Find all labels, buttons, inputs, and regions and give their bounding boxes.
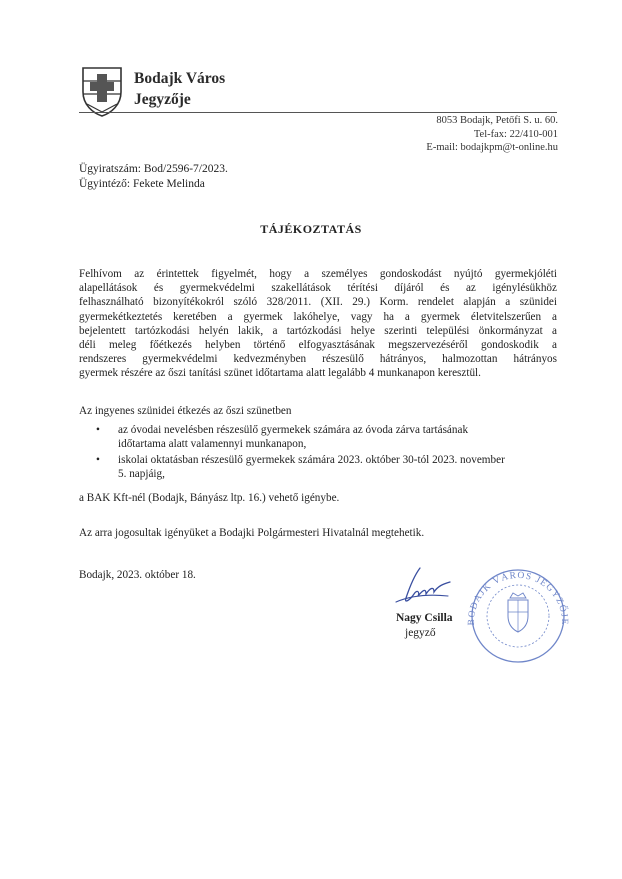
document-title: TÁJÉKOZTATÁS — [260, 222, 362, 236]
signature-icon — [390, 566, 460, 611]
case-handler: Ügyintéző: Fekete Melinda — [79, 178, 205, 190]
stamp-text: BODAJK VÁROS JEGYZŐJE — [466, 570, 570, 626]
paragraph-line: gyermek részére az őszi tanítási szünet időtartama alatt legalább 4 munkanapon keresztül. — [79, 367, 481, 380]
document-date: Bodajk, 2023. október 18. — [79, 569, 196, 581]
location-text: a BAK Kft-nél (Bodajk, Bányász ltp. 16.) vehető igénybe. — [79, 492, 340, 504]
paragraph-line: rendszeres gyermekvédelmi kedvezményben részesülő hátrányos, halmozottan hátrányos — [79, 353, 557, 366]
list-item-line: az óvodai nevelésben részesülő gyermekek számára az óvoda zárva tartásának — [118, 424, 469, 436]
list-item-line: iskolai oktatásban részesülő gyermekek számára 2023. október 30-tól 2023. november — [118, 454, 505, 466]
list-item-line: időtartama alatt valamennyi munkanapon, — [118, 438, 307, 450]
signer-name: Nagy Csilla — [396, 612, 453, 624]
email-text: E-mail: bodajkpm@t-online.hu — [426, 142, 558, 153]
main-paragraph — [79, 267, 557, 381]
signer-role: jegyző — [405, 627, 436, 639]
apply-text: Az arra jogosultak igényüket a Bodajki Polgármesteri Hivatalnál megtehetik. — [79, 527, 425, 539]
official-stamp-icon — [460, 564, 576, 664]
case-number: Ügyiratszám: Bod/2596-7/2023. — [79, 163, 228, 175]
address-text: 8053 Bodajk, Petőfi S. u. 60. — [436, 115, 558, 126]
paragraph-line: alapellátások és gyermekvédelmi szakellátások térítési díjáról és az igénylésükhöz — [79, 282, 557, 295]
list-item-line: 5. napjáig, — [118, 468, 165, 480]
bullet-icon: • — [96, 424, 100, 436]
paragraph-line: gyermekétkeztetés keretében a gyermek lakóhelye, vagy ha a gyermek életvitelszerűen a — [79, 310, 557, 323]
reference-block — [79, 162, 228, 192]
letterhead-org-line1: Bodajk Város — [134, 70, 226, 87]
bullet-icon: • — [96, 454, 100, 466]
paragraph-line: Felhívom az érintettek figyelmét, hogy a személyes gondoskodást nyújtó gyermekjóléti — [79, 268, 557, 280]
paragraph-line: déli meleg főétkezés helyben történő elfogyasztásának megszervezéséről gondoskodik a — [79, 339, 557, 352]
letterhead-org-line2: Jegyzője — [134, 91, 191, 108]
letterhead-contact — [426, 114, 558, 155]
list-intro: Az ingyenes szünidei étkezés az őszi szünetben — [79, 405, 292, 417]
paragraph-line: felhasználható bizonyítékokról szóló 328/2011. (XII. 29.) Korm. rendelet alapján a szünidei — [79, 296, 557, 309]
phone-text: Tel-fax: 22/410-001 — [473, 128, 558, 140]
letterhead-divider — [79, 112, 557, 113]
paragraph-line: bejelentett tartózkodási helyén lakik, a tartózkodási helye szerinti települési önkormányzat a — [79, 324, 557, 337]
coat-of-arms-icon — [81, 66, 123, 118]
